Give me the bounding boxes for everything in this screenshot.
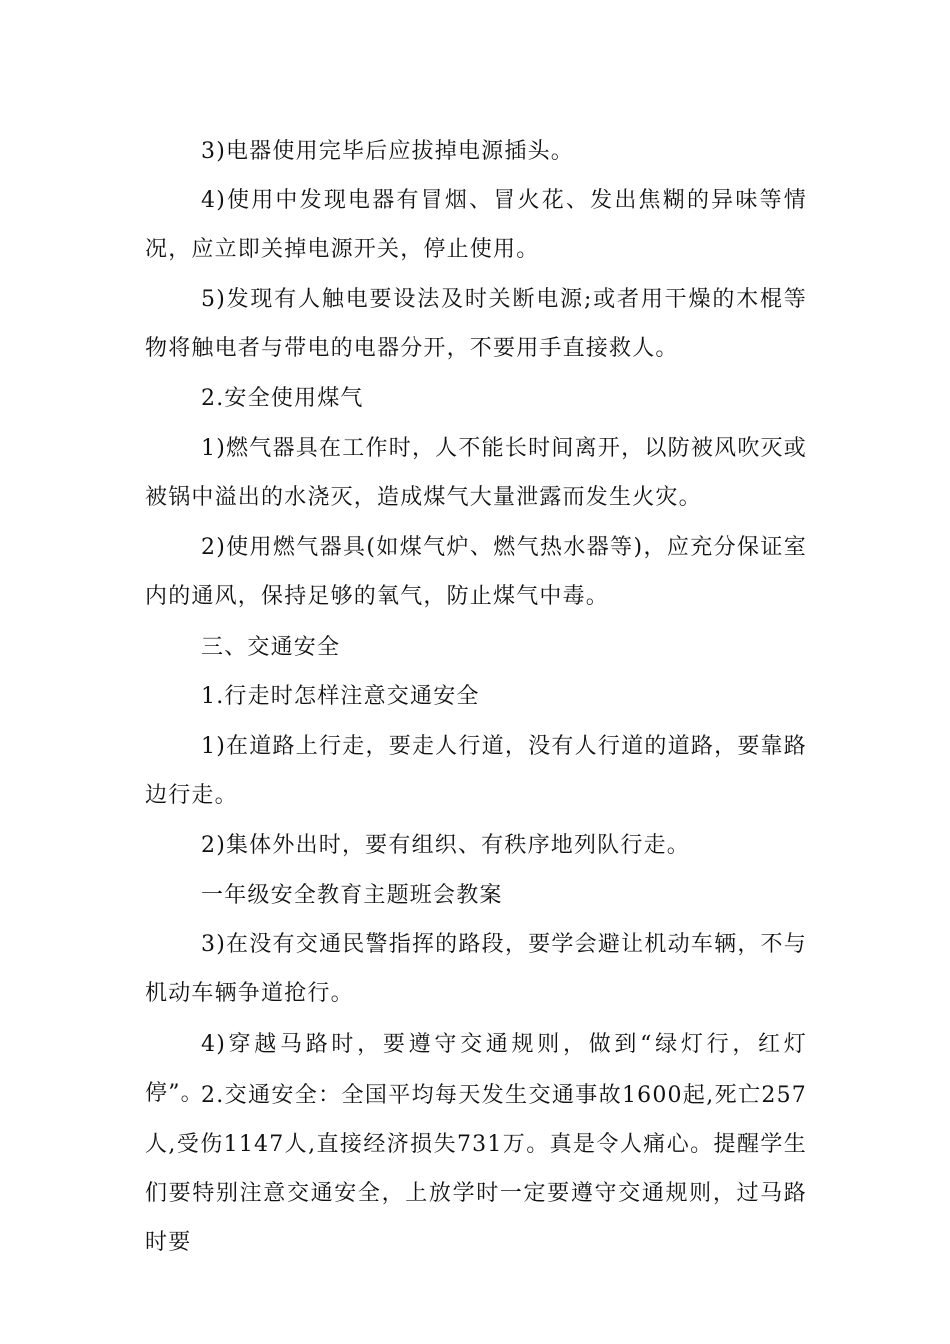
- paragraph-crossing-road: 4)穿越马路时，要遵守交通规则，做到“绿灯行，红灯停”。: [145, 1032, 807, 1106]
- paragraph-electric-unplug: 3)电器使用完毕后应拔掉电源插头。: [201, 139, 574, 164]
- paragraph-electric-smoke: 4)使用中发现电器有冒烟、冒火花、发出焦糊的异味等情况，应立即关掉电源开关，停止使用。: [145, 188, 807, 262]
- section-heading-gas-safety: 2.安全使用煤气: [201, 386, 364, 411]
- section-heading-walking-safety: 1.行走时怎样注意交通安全: [201, 684, 480, 709]
- paragraph-walk-sidewalk: 1)在道路上行走，要走人行道，没有人行道的道路，要靠路边行走。: [145, 734, 807, 808]
- section-heading-traffic-safety: 三、交通安全: [201, 635, 341, 660]
- document-title-line: 一年级安全教育主题班会教案: [201, 883, 503, 908]
- paragraph-gas-unattended: 1)燃气器具在工作时，人不能长时间离开，以防被风吹灭或被锅中溢出的水浇灭，造成煤气大量泄露而发生火灾。: [145, 436, 807, 510]
- paragraph-yield-vehicles: 3)在没有交通民警指挥的路段，要学会避让机动车辆，不与机动车辆争道抢行。: [145, 932, 807, 1006]
- paragraph-electric-shock: 5)发现有人触电要设法及时关断电源;或者用干燥的木棍等物将触电者与带电的电器分开，不要用手直接救人。: [145, 287, 807, 361]
- paragraph-group-outing: 2)集体外出时，要有组织、有秩序地列队行走。: [201, 833, 690, 858]
- paragraph-gas-ventilation: 2)使用燃气器具(如煤气炉、燃气热水器等)，应充分保证室内的通风，保持足够的氧气，防止煤气中毒。: [145, 535, 807, 609]
- paragraph-traffic-statistics: 2.交通安全：全国平均每天发生交通事故1600起,死亡257人,受伤1147人,直接经济损失731万。真是令人痛心。提醒学生们要特别注意交通安全，上放学时一定要遵守交通规则，过马路时要: [145, 1083, 807, 1255]
